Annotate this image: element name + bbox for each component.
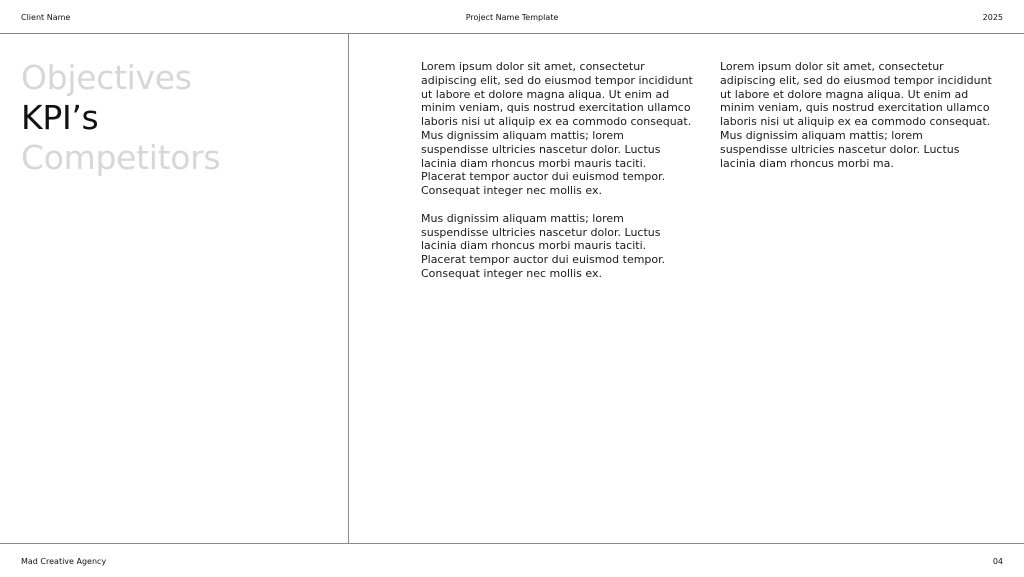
page-header [0, 0, 1024, 34]
menu-item-competitors[interactable]: Competitors [21, 138, 221, 177]
menu-item-kpis[interactable]: KPI’s [21, 98, 99, 137]
agency-name: Mad Creative Agency [21, 557, 107, 566]
section-menu [21, 58, 220, 178]
text-column-2 [720, 60, 992, 184]
project-name: Project Name Template [465, 13, 559, 22]
year-label: 2025 [982, 13, 1003, 22]
column1-paragraph2: Mus dignissim aliquam mattis; lorem suspendisse ultricies nascetur dolor. Luctus lacinia diam rhoncus morbi mauris taciti. Placerat tempor auctor dui euismod tempor. Consequat integer nec mollis ex. [421, 211, 666, 280]
page-footer [0, 543, 1024, 577]
column2-paragraph1: Lorem ipsum dolor sit amet, consectetur adipiscing elit, sed do eiusmod tempor incididunt ut labore et dolore magna aliqua. Ut enim ad minim veniam, quis nostrud exercitation ullamco laboris nisi ut aliquip ex ea commodo consequat. Mus dignissim aliquam mattis; lorem suspendisse ultricies nascetur dolor. Luctus lacinia diam rhoncus morbi ma. [720, 60, 992, 170]
column1-paragraph1: Lorem ipsum dolor sit amet, consectetur adipiscing elit, sed do eiusmod tempor incididunt ut labore et dolore magna aliqua. Ut enim ad minim veniam, quis nostrud exercitation ullamco laboris nisi ut aliquip ex ea commodo consequat. Mus dignissim aliquam mattis; lorem suspendisse ultricies nascetur dolor. Luctus lacinia diam rhoncus morbi mauris taciti. Placerat tempor auctor dui euismod tempor. Consequat integer nec mollis ex. [421, 60, 693, 198]
text-column-1 [421, 60, 693, 295]
vertical-divider [348, 33, 349, 543]
menu-item-objectives[interactable]: Objectives [21, 58, 192, 97]
client-name: Client Name [21, 13, 71, 22]
page-number: 04 [992, 557, 1003, 566]
